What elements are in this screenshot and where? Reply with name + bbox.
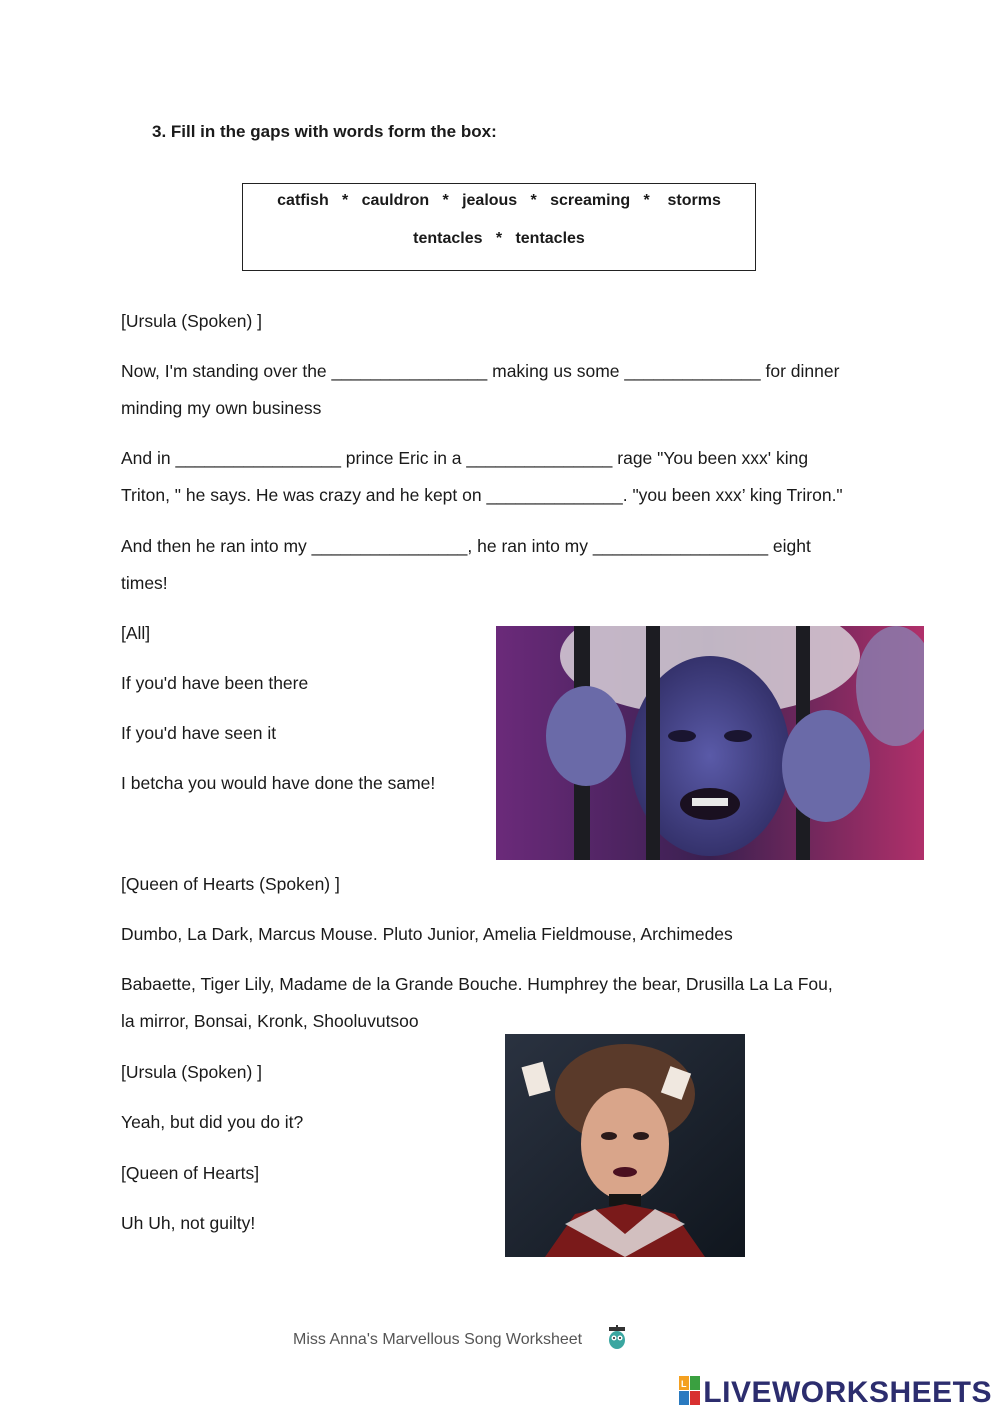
queen-of-hearts-photo [505, 1034, 745, 1257]
lyric-line: [All] [121, 623, 151, 643]
lyric-line: Uh Uh, not guilty! [121, 1213, 256, 1233]
lyric-line: If you'd have seen it [121, 723, 277, 743]
exercise-heading: 3. Fill in the gaps with words form the box: [152, 122, 497, 141]
lyric-line: And then he ran into my ________________, he ran into my __________________ eight [121, 536, 811, 556]
word-box-row-1: catfish * cauldron * jealous * screaming * storms [277, 192, 721, 209]
lyric-line: I betcha you would have done the same! [121, 773, 436, 793]
lyric-line: Babaette, Tiger Lily, Madame de la Grande Bouche. Humphrey the bear, Drusilla La La Fou, [121, 974, 833, 994]
lyric-line: [Queen of Hearts] [121, 1163, 260, 1183]
lyric-line: Triton, " he says. He was crazy and he kept on ______________. "you been xxx’ king Triron." [121, 485, 843, 505]
footer-credit [293, 1325, 627, 1354]
owl-graduate-icon [607, 1325, 627, 1354]
lyric-line: minding my own business [121, 398, 322, 418]
word-box-row-2: tentacles * tentacles [413, 230, 585, 247]
lyric-line: [Ursula (Spoken) ] [121, 1062, 263, 1082]
lyric-line: la mirror, Bonsai, Kronk, Shooluvutsoo [121, 1011, 419, 1031]
logo-letter-l: L [681, 1379, 688, 1389]
word-box [242, 183, 756, 271]
footer-text: Miss Anna's Marvellous Song Worksheet [293, 1331, 583, 1348]
lyric-line: Now, I'm standing over the ________________ making us some ______________ for dinner [121, 361, 840, 381]
lyric-line: [Ursula (Spoken) ] [121, 311, 263, 331]
ursula-photo [496, 626, 924, 860]
lyric-line: And in _________________ prince Eric in a _______________ rage "You been xxx' king [121, 448, 809, 468]
liveworksheets-brand [679, 1376, 992, 1410]
lyric-line: [Queen of Hearts (Spoken) ] [121, 874, 340, 894]
brand-name: LIVEWORKSHEETS [703, 1376, 992, 1409]
lyric-line: Yeah, but did you do it? [121, 1112, 304, 1132]
lyric-line: If you'd have been there [121, 673, 309, 693]
lyric-line: Dumbo, La Dark, Marcus Mouse. Pluto Junior, Amelia Fieldmouse, Archimedes [121, 924, 733, 944]
lyric-line: times! [121, 573, 168, 593]
liveworksheets-logo-icon [679, 1376, 701, 1406]
